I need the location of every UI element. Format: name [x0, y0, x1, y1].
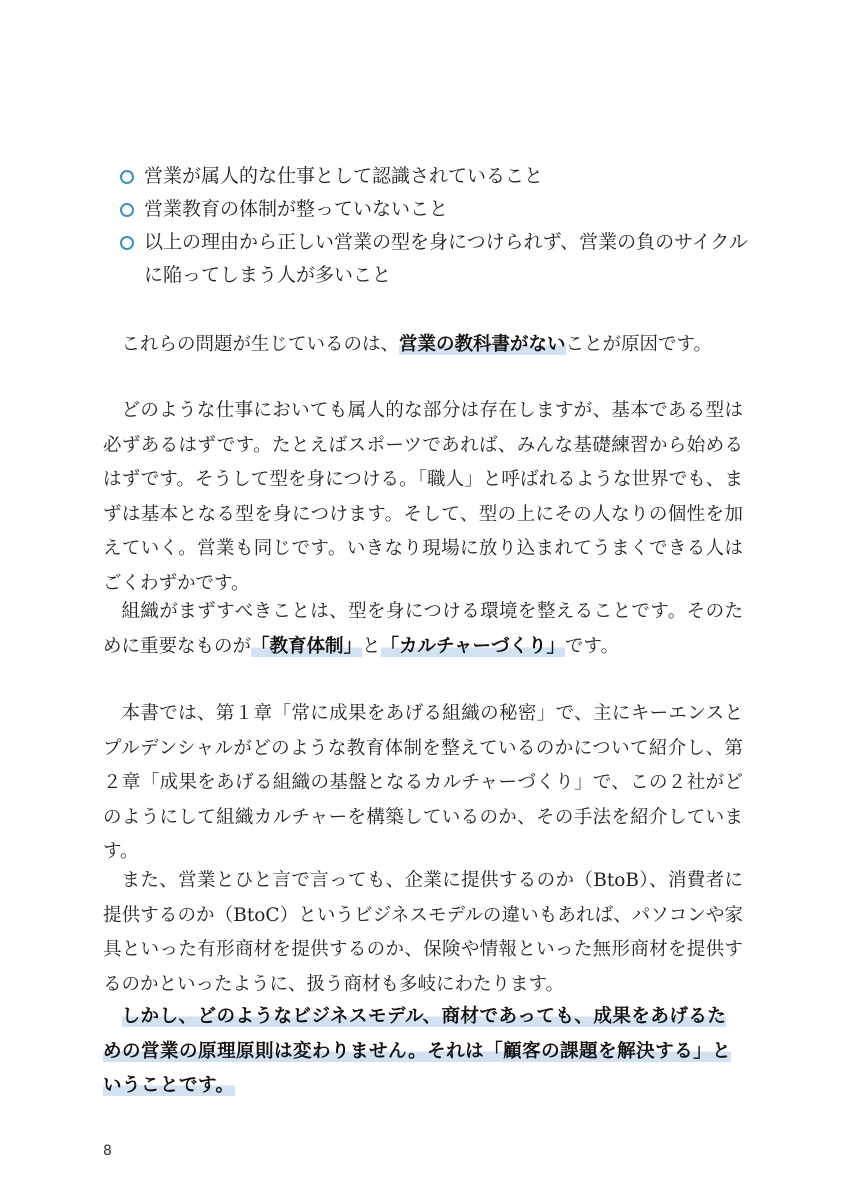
page-number: 8 [103, 1143, 112, 1159]
text: ことが原因です。 [565, 334, 713, 355]
text: と [362, 635, 381, 657]
paragraph-cause [103, 328, 743, 363]
bullet-list [118, 160, 758, 292]
circle-bullet-icon [120, 236, 134, 250]
bullet-item [118, 226, 758, 292]
highlight-education-system: 「教育体制」 [251, 635, 363, 657]
paragraph-business-models: また、営業とひと言で言っても、企業に提供するのか（BtoB）、消費者に提供するのか（BtoC）というビジネスモデルの違いもあれば、パソコンや家具といった有形商材を提供するのか、保険や情報といった無形商材を提供するのかといったように、扱う商材も多岐にわたります。 [103, 870, 743, 995]
circle-bullet-icon [120, 203, 134, 217]
text: 組織がまずすべきことは、型を身につける環境を整えることです。そのために重要なものが [103, 601, 743, 657]
circle-bullet-icon [120, 170, 134, 184]
text: です。 [565, 635, 620, 657]
paragraph-book-contents: 本書では、第１章「常に成果をあげる組織の秘密」で、主にキーエンスとプルデンシャルがどのような教育体制を整えているのかについて紹介し、第２章「成果をあげる組織の基盤となるカルチャーづくり」で、この２社がどのようにして組織カルチャーを構築しているのか、その手法を紹介しています。 [103, 703, 743, 862]
bullet-text: 以上の理由から正しい営業の型を身につけられず、営業の負のサイクルに陥ってしまう人が多いこと [144, 231, 748, 286]
paragraph-basics: どのような仕事においても属人的な部分は存在しますが、基本である型は必ずあるはずです。たとえばスポーツであれば、みんな基礎練習から始めるはずです。そうして型を身につける。「職人」と呼ばれるような世界でも、まずは基本となる型を身につけます。そして、型の上にその人なりの個性を加えていく。営業も同じです。いきなり現場に放り込まれてうまくできる人はごくわずかです。 [103, 400, 743, 594]
text: これらの問題が生じているのは、 [121, 334, 400, 355]
highlight-principle: しかし、どのようなビジネスモデル、商材であっても、成果をあげるための営業の原理原則は変わりません。それは「顧客の課題を解決する」ということです。 [103, 1006, 732, 1096]
paragraph-environment [103, 595, 743, 664]
bullet-item [118, 193, 758, 226]
bullet-text: 営業が属人的な仕事として認識されていること [144, 165, 544, 187]
bullet-item [118, 160, 758, 193]
highlight-no-textbook: 営業の教科書がない [399, 334, 566, 355]
bullet-text: 営業教育の体制が整っていないこと [144, 198, 449, 220]
highlight-culture: 「カルチャーづくり」 [380, 635, 565, 657]
highlighted-conclusion [103, 1000, 743, 1104]
